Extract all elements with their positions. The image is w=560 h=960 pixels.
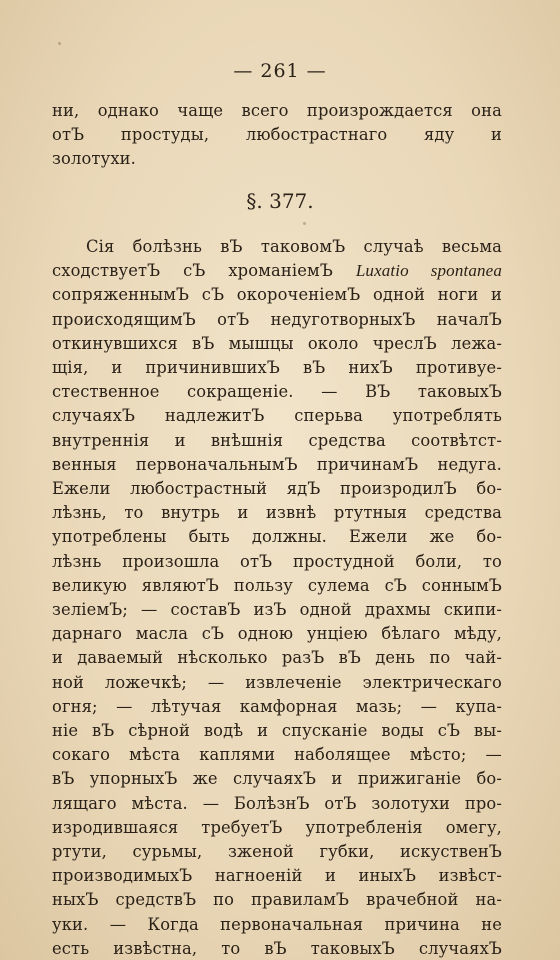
paragraph-line [52,841,502,863]
page-number: — 261 — [233,60,327,82]
line-text: случаяхЪ надлежитЪ сперьва употреблять [52,406,502,426]
line-text: Сія болѣзнь вЪ таковомЪ случаѣ весьма [86,237,502,256]
line-text: ной ложечкѣ; — извлеченіе электрическаго [52,672,502,692]
line-text: великую являютЪ пользу сулема сЪ соннымЪ [52,575,502,595]
line-text: внутреннія и внѣшнія средства соотвѣтст- [52,430,502,450]
line-text: откинувшихся вЪ мышцы около чреслЪ лежа- [52,333,502,353]
paragraph-line [52,284,502,306]
line-text: вЪ упорныхЪ же случаяхЪ и прижиганіе бо- [52,769,502,789]
line-text: дарнаго масла сЪ одною унціею бѣлаго мѣду, [52,624,502,644]
continuation-line: ни, однако чаще всего произрождается она [52,101,502,120]
line-text: употреблены быть должны. Ежели же бо- [52,527,502,547]
line-text: сопряженнымЪ сЪ окороченіемЪ одной ноги и [52,285,502,305]
paragraph-line [52,454,502,476]
paragraph-line [52,938,502,960]
paragraph-line [52,575,502,597]
paragraph-line [52,357,502,379]
paragraph-line [52,647,502,669]
paragraph-line [52,478,502,500]
line-text: производимыхЪ нагноеній и иныхЪ извѣст- [52,866,502,886]
line-text: изродившаяся требуетЪ употребленія омегу, [52,817,502,837]
paragraph-line [52,696,502,718]
paragraph-line [86,236,502,258]
continuation-line: золотухи. [52,149,136,168]
paragraph-line [52,526,502,548]
line-text: есть извѣстна, то вЪ таковыхЪ случаяхЪ [52,938,502,958]
paper-speck [303,222,306,225]
line-text: зеліемЪ; — составЪ изЪ одной драхмы скипи- [52,600,502,619]
line-text: стественное сокращеніе. — ВЪ таковыхЪ [52,382,502,402]
line-text: лѣзнь произошла отЪ простудной боли, то [52,551,502,571]
paragraph-line [52,551,502,573]
section-heading: §. 377. [246,189,314,213]
paragraph-line [52,405,502,427]
line-text: происходящимЪ отЪ недуготворныхЪ началЪ [52,309,502,329]
paragraph-line [52,889,502,911]
paragraph-line [52,599,502,621]
paragraph-line [52,793,502,815]
paragraph-line [52,817,502,839]
paragraph-line [52,914,502,936]
paragraph-line [52,865,502,887]
line-text: огня; — лѣтучая камфорная мазь; — купа- [52,696,502,716]
paragraph-line [52,768,502,790]
paragraph-line [52,502,502,524]
line-text: щія, и причинившихЪ вЪ нихЪ противуе- [52,358,502,377]
paragraph-line [52,309,502,331]
paragraph-line [52,381,502,403]
line-text: ртути, сурьмы, зженой губки, искуственЪ [52,842,502,861]
paragraph-line [52,720,502,742]
paragraph-line [52,623,502,645]
paragraph-line [52,672,502,694]
line-text: лящаго мѣста. — БолѣзнЪ отЪ золотухи про- [52,793,502,813]
latin-term: Luxatio spontanea [355,261,503,281]
paragraph-line [52,744,502,766]
line-text: и даваемый нѣсколько разЪ вЪ день по чай- [52,648,502,668]
line-text: сходствуетЪ сЪ хроманіемЪ [52,261,356,281]
paragraph-line [52,430,502,452]
line-text: сокаго мѣста каплями наболящее мѣсто; — [52,745,502,765]
continuation-line: отЪ простуды, любострастнаго яду и [52,125,502,144]
line-text: ныхЪ средствЪ по правиламЪ врачебной на- [52,890,502,910]
line-text: лѣзнь, то внутрь и извнѣ ртутныя средства [52,503,502,523]
line-text: уки. — Когда первоначальная причина не [52,914,502,934]
line-text: Ежели любострастный ядЪ произродилЪ бо- [52,479,502,498]
line-text: ніе вЪ сѣрной водѣ и спусканіе воды сЪ вы- [52,721,502,740]
paragraph-line [52,333,502,355]
paragraph-line [52,260,502,282]
paper-speck [58,42,61,45]
line-text: венныя первоначальнымЪ причинамЪ недуга. [52,454,502,474]
